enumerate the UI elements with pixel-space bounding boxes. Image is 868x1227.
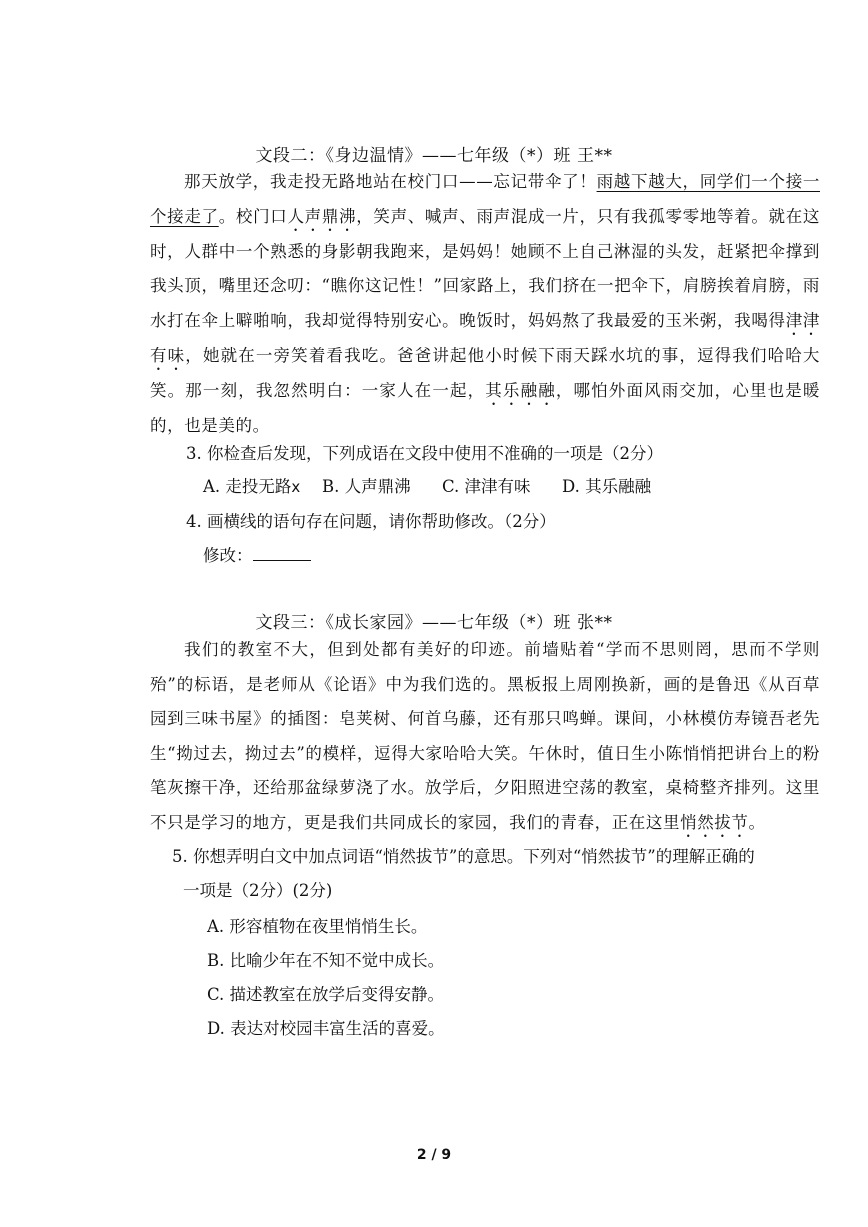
q3-option-d: D. 其乐融融 <box>562 477 652 496</box>
question-5: 5. 你想弄明白文中加点词语“悄然拔节”的意思。下列对“悄然拔节”的理解正确的 <box>172 847 755 866</box>
dotted-idiom: 人声鼎沸 <box>287 206 357 226</box>
passage-text: 那天放学，我走投无路地站在校门口——忘记带伞了！ <box>184 172 597 191</box>
dotted-idiom: 津津有味 <box>150 310 821 365</box>
q4-answer-line <box>203 542 311 566</box>
question-4: 4. 画横线的语句存在问题，请你帮助修改。（2分） <box>186 512 556 531</box>
passage-text: 我们的教室不大，但到处都有美好的印迹。前墙贴着“学而不思则罔，思而不学则殆”的标语，是老师从《论语》中为我们选的。黑板报上周刚换新，画的是鲁迅《从百草园到三味书屋》的插图：皂荚树、何首乌藤，还有那只鸣蝉。课间，小林模仿寿镜吾老先生“拗过去，拗过去”的模样，逗得大家哈哈大笑。午休时，值日生小陈悄悄把讲台上的粉笔灰擦干净，还给那盆绿萝浇了水。放学后，夕阳照进空荡的教室，桌椅整齐排列。这里不只是学习的地方，更是我们共同成长的家园，我们的青春，正在这里 <box>150 640 820 832</box>
q5-option-b: B. 比喻少年在不知不觉中成长。 <box>207 951 445 970</box>
q5-option-a: A. 形容植物在夜里悄悄生长。 <box>207 917 428 936</box>
question-5-cont: 一项是（2分）(2分) <box>183 881 333 900</box>
passage-text: ，笑声、喊声、雨声混成一片，只有我孤零零地等着。就在这时，人群中一个熟悉的身影朝我跑来，是妈妈！她顾不上自己淋湿的头发，赶紧把伞撑到我头顶，嘴里还念叨：“瞧你这记性！”回家路上，我们挤在一把伞下，肩膀挨着肩膀，雨水打在伞上噼啪响，我却觉得特别安心。晚饭时，妈妈熬了我最爱的玉米粥，我喝得 <box>150 206 821 330</box>
underlined-sentence: 雨越下越大，同学们一个接一个接走了 <box>150 172 820 226</box>
dotted-phrase: 悄然拔节 <box>680 812 749 832</box>
answer-blank <box>253 544 311 561</box>
question-3: 3. 你检查后发现，下列成语在文段中使用不准确的一项是（2分） <box>186 444 663 463</box>
section2-heading: 文段二：《身边温情》——七年级（*）班 王** <box>255 146 613 166</box>
section3-passage <box>150 633 820 841</box>
q5-option-c: C. 描述教室在放学后变得安静。 <box>207 985 445 1004</box>
passage-text: 。校门口 <box>218 206 288 226</box>
page-number: 2 / 9 <box>416 1147 452 1163</box>
q3-option-b: B. 人声鼎沸 <box>322 477 411 496</box>
passage-text: 。 <box>748 812 766 832</box>
q3-option-c: C. 津津有味 <box>442 477 531 496</box>
passage-text: ，哪怕外面风雨交加，心里也是暖的，也是美的。 <box>150 380 821 435</box>
dotted-idiom: 其乐融融 <box>485 380 556 400</box>
section3-heading: 文段三：《成长家园》——七年级（*）班 张** <box>255 613 613 633</box>
answer-label: 修改： <box>203 546 253 565</box>
passage-text: ，她就在一旁笑着看我吃。爸爸讲起他小时候下雨天踩水坑的事，逗得我们哈哈大笑。那一刻，我忽然明白：一家人在一起， <box>150 345 820 400</box>
q5-option-d: D. 表达对校园丰富生活的喜爱。 <box>207 1019 445 1038</box>
q3-option-a: A. 走投无路x <box>203 477 301 496</box>
handwritten-mark: x <box>291 478 301 496</box>
section2-passage <box>150 165 820 443</box>
